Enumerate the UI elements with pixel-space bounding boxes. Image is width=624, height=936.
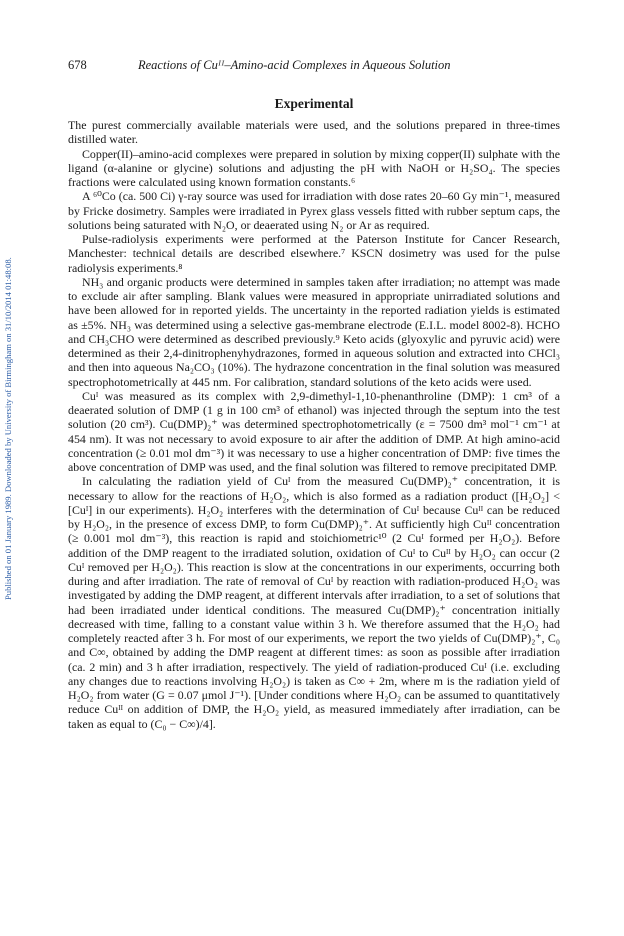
paragraph-materials: The purest commercially available materials were used, and the solutions prepared in three-times distilled water. [68,118,560,147]
page-header [68,58,560,78]
paragraph-pulse-radiolysis: Pulse-radiolysis experiments were performed at the Paterson Institute for Cancer Research, Manchester: technical details are described elsewhere.⁷ KSCN dosimetry was used for the pulse radiolysis experiments.⁸ [68,232,560,275]
running-title: Reactions of Cuᴵᴵ–Amino-acid Complexes in Aqueous Solution [138,58,451,72]
paragraph-complexes: Copper(II)–amino-acid complexes were prepared in solution by mixing copper(II) sulphate with the ligand (α-alanine or glycine) solutions and adjusting the pH with NaOH or H₂SO₄. The species fractions were calculated using known formation constants.⁶ [68,146,560,189]
page-number: 678 [68,58,87,72]
paragraph-irradiation: A ⁶⁰Co (ca. 500 Ci) γ-ray source was used for irradiation with dose rates 20–60 Gy min⁻¹, measured by Fricke dosimetry. Samples were irradiated in Pyrex glass vessels fitted with rubber septum caps, the solutions being saturated with N₂O, or deaerated using N₂ or Ar as required. [68,189,560,232]
download-stamp: Published on 01 January 1989. Downloaded by University of Birmingham on 31/10/2014 01:48:08. [3,257,13,600]
paragraph-radiation-yield: In calculating the radiation yield of Cuᴵ from the measured Cu(DMP)₂⁺ concentration, it is necessary to allow for the reactions of H₂O₂, which is also formed as a radiation product ([H₂O₂] < [Cuᴵ] in our experiments). H₂O₂ interferes with the determination of Cuᴵ because Cuᴵᴵ can be reduced by H₂O₂, in the presence of excess DMP, to form Cu(DMP)₂⁺. At sufficiently high Cuᴵᴵ concentration (≥ 0.001 mol dm⁻³), this reaction is rapid and stoichiometric¹⁰ (2 Cuᴵ formed per H₂O₂). Before addition of the DMP reagent to the irradiated solution, oxidation of Cuᴵ to Cuᴵᴵ by H₂O₂ can occur (2 Cuᴵ removed per H₂O₂). This reaction is slow at the concentrations in our experiments, occurring both during and after irradiation. The rate of removal of Cuᴵ by reaction with radiation-produced H₂O₂ was investigated by adding the DMP reagent, at different intervals after irradiation, to a set of solutions that had been irradiated under identical conditions. The measured Cu(DMP)₂⁺ concentration initially decreased with time, falling to a constant value within 3 h. We therefore assumed that the H₂O₂ had completely reacted after 3 h. For most of our experiments, we report the two yields of Cu(DMP)₂⁺, C₀ and C∞, obtained by adding the DMP reagent at different times: as soon as possible after irradiation (ca. 2 min) and 3 h after irradiation, respectively. The yield of radiation-produced Cuᴵ (i.e. excluding any changes due to reactions involving H₂O₂) is taken as C∞ + 2m, where m is the radiation yield of H₂O₂ from water (G = 0.07 μmol J⁻¹). [Under conditions where H₂O₂ can be assumed to quantitatively reduce Cuᴵᴵ on addition of DMP, the H₂O₂ yield, as measured immediately after irradiation, can be taken as equal to (C₀ − C∞)/4]. [68,474,560,731]
body-text [68,118,560,731]
paragraph-product-analysis: NH₃ and organic products were determined in samples taken after irradiation; no attempt was made to exclude air after sampling. Blank values were measured in appropriate unirradiated solutions and have been allowed for in reported yields. The uncertainty in the reported radiation yields is estimated as ±5%. NH₃ was determined using a selective gas-membrane electrode (E.I.L. model 8002-8). HCHO and CH₃CHO were determined as described previously.⁹ Keto acids (glyoxylic and pyruvic acid) were determined as their 2,4-dinitrophenyhydrazones, formed in aqueous solution and extracted into CHCl₃ and then into aqueous Na₂CO₃ (10%). The hydrazone concentration in the final solution was measured spectrophotometrically at 445 nm. For calibration, standard solutions of the keto acids were used. [68,274,560,389]
paragraph-copper-measurement: Cuᴵ was measured as its complex with 2,9-dimethyl-1,10-phenanthroline (DMP): 1 cm³ of a deaerated solution of DMP (1 g in 100 cm³ of ethanol) was injected through the septum into the test solution (20 cm³). Cu(DMP)₂⁺ was determined spectrophotometrically (ε = 7500 dm³ mol⁻¹ cm⁻¹ at 454 nm). It was not necessary to avoid exposure to air after the addition of DMP. At high amino-acid concentration (≥ 0.01 mol dm⁻³) it was necessary to use a higher concentration of DMP: five times the above concentration of DMP was used, and the final solution was filtered to remove precipitated DMP. [68,388,560,474]
section-heading: Experimental [274,96,354,111]
